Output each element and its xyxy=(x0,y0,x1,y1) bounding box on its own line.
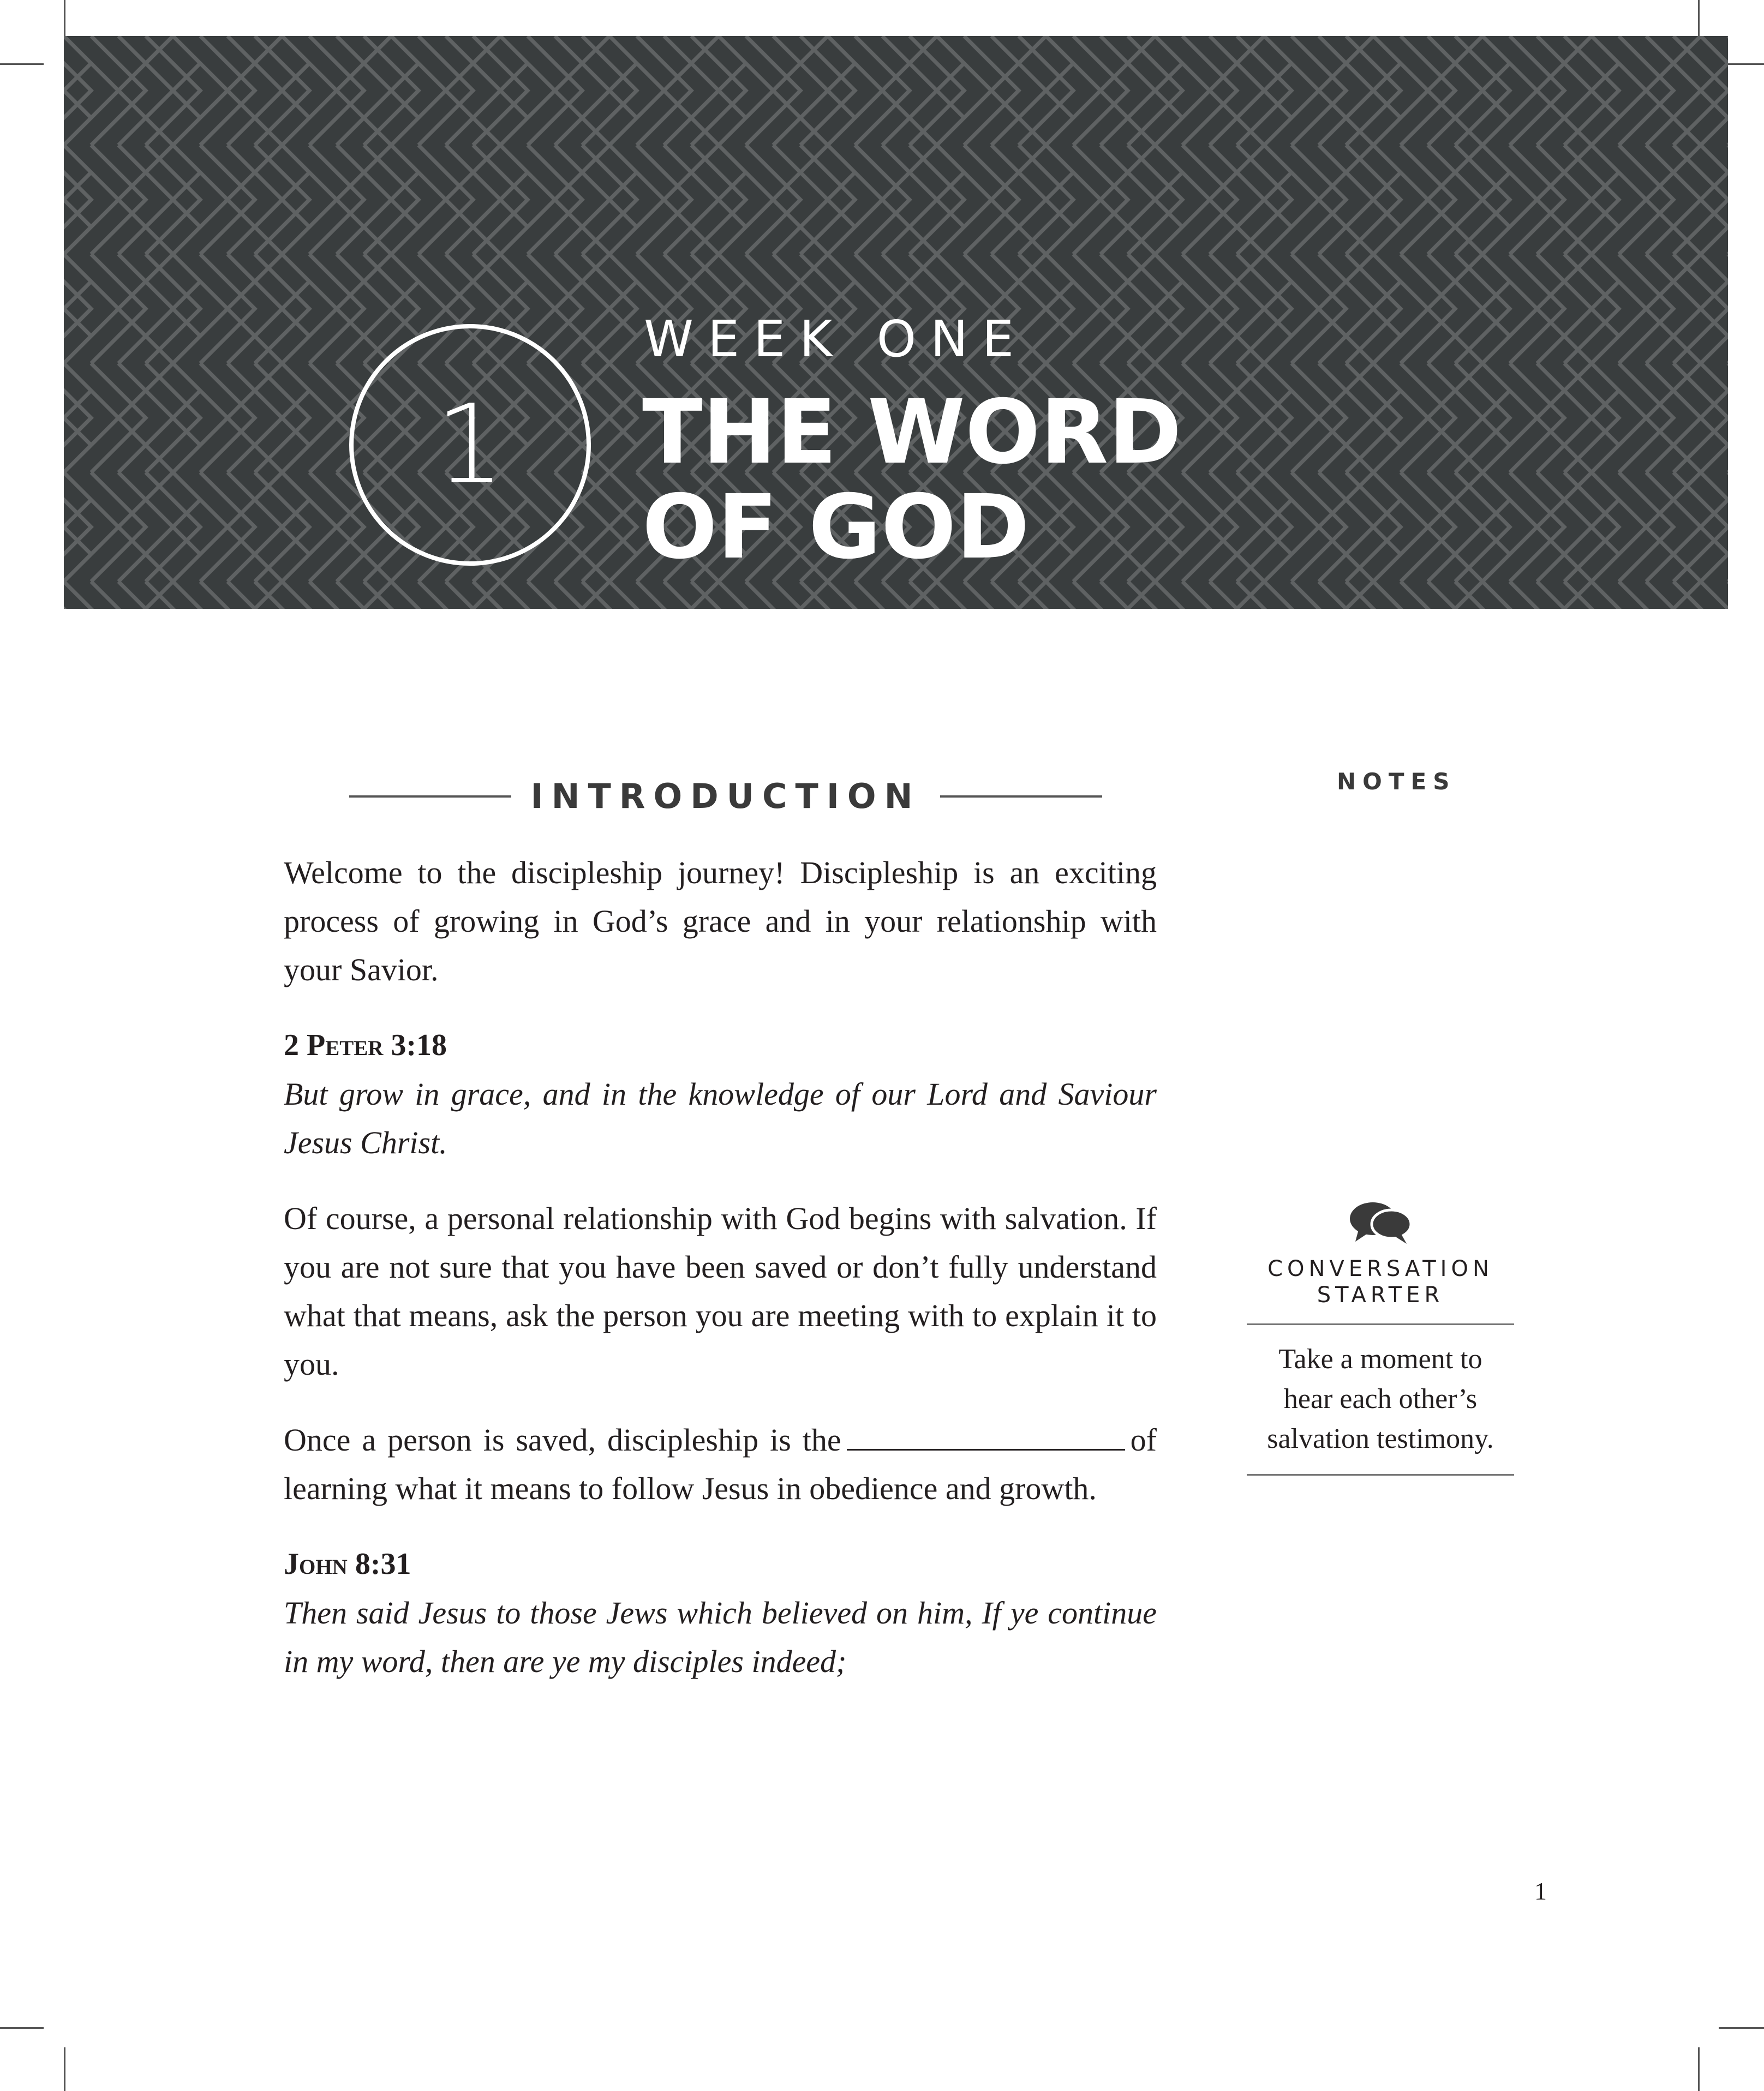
verse-text: Then said Jesus to those Jews which believed on him, If ye continue in my word, then are ye my disciples indeed; xyxy=(284,1595,1157,1679)
week-label: WEEK ONE xyxy=(644,310,1028,368)
page-number: 1 xyxy=(1534,1877,1547,1905)
introduction-heading xyxy=(349,769,1102,824)
chapter-title-line-1: THE WORD xyxy=(642,381,1182,484)
paragraph-fill-in xyxy=(284,1416,1157,1513)
paragraph-welcome: Welcome to the discipleship journey! Discipleship is an exciting process of growing in God’s grace and in your relationship with your Savior. xyxy=(284,855,1157,987)
conversation-title-line-2: STARTER xyxy=(1317,1283,1444,1308)
heading-rule-right xyxy=(940,795,1102,798)
notes-label: NOTES xyxy=(1337,768,1456,795)
fill-in-text-after: of learning what it means to follow Jesus in obedience and growth. xyxy=(284,1422,1157,1506)
crop-mark xyxy=(1698,2047,1700,2091)
chapter-banner xyxy=(64,36,1728,609)
conversation-title xyxy=(1247,1256,1514,1308)
verse-reference: 2 Peter 3:18 xyxy=(284,1028,447,1062)
chapter-title-line-2: OF GOD xyxy=(642,476,1030,579)
chapter-title xyxy=(642,381,1297,579)
paragraph-salvation: Of course, a personal relationship with God begins with salvation. If you are not sure that you have been saved or don’t fully understand what that means, ask the person you are meeting with to explain it to you. xyxy=(284,1201,1157,1382)
fill-in-blank[interactable] xyxy=(847,1417,1125,1451)
heading-rule-left xyxy=(349,795,511,798)
divider xyxy=(1247,1474,1514,1476)
week-number: 1 xyxy=(435,381,505,508)
verse-text: But grow in grace, and in the knowledge of our Lord and Saviour Jesus Christ. xyxy=(284,1076,1157,1160)
conversation-title-line-1: CONVERSATION xyxy=(1267,1256,1493,1281)
introduction-body xyxy=(284,848,1157,1713)
verse-reference: John 8:31 xyxy=(284,1547,411,1581)
crop-mark xyxy=(0,63,44,65)
speech-bubbles-icon xyxy=(1348,1200,1413,1246)
conversation-prompt xyxy=(1247,1339,1514,1459)
fill-in-text-before: Once a person is saved, discipleship is the xyxy=(284,1422,841,1458)
divider xyxy=(1247,1323,1514,1325)
conversation-prompt-line-1: Take a moment to xyxy=(1278,1344,1482,1375)
conversation-prompt-line-2: hear each other’s xyxy=(1283,1383,1478,1415)
introduction-label: INTRODUCTION xyxy=(530,776,921,816)
conversation-prompt-line-3: salvation testimony. xyxy=(1267,1423,1494,1454)
crop-mark xyxy=(64,2047,65,2091)
crop-mark xyxy=(1719,2027,1764,2029)
week-number-circle xyxy=(349,324,591,566)
conversation-starter xyxy=(1247,1200,1514,1476)
crop-mark xyxy=(0,2027,44,2029)
